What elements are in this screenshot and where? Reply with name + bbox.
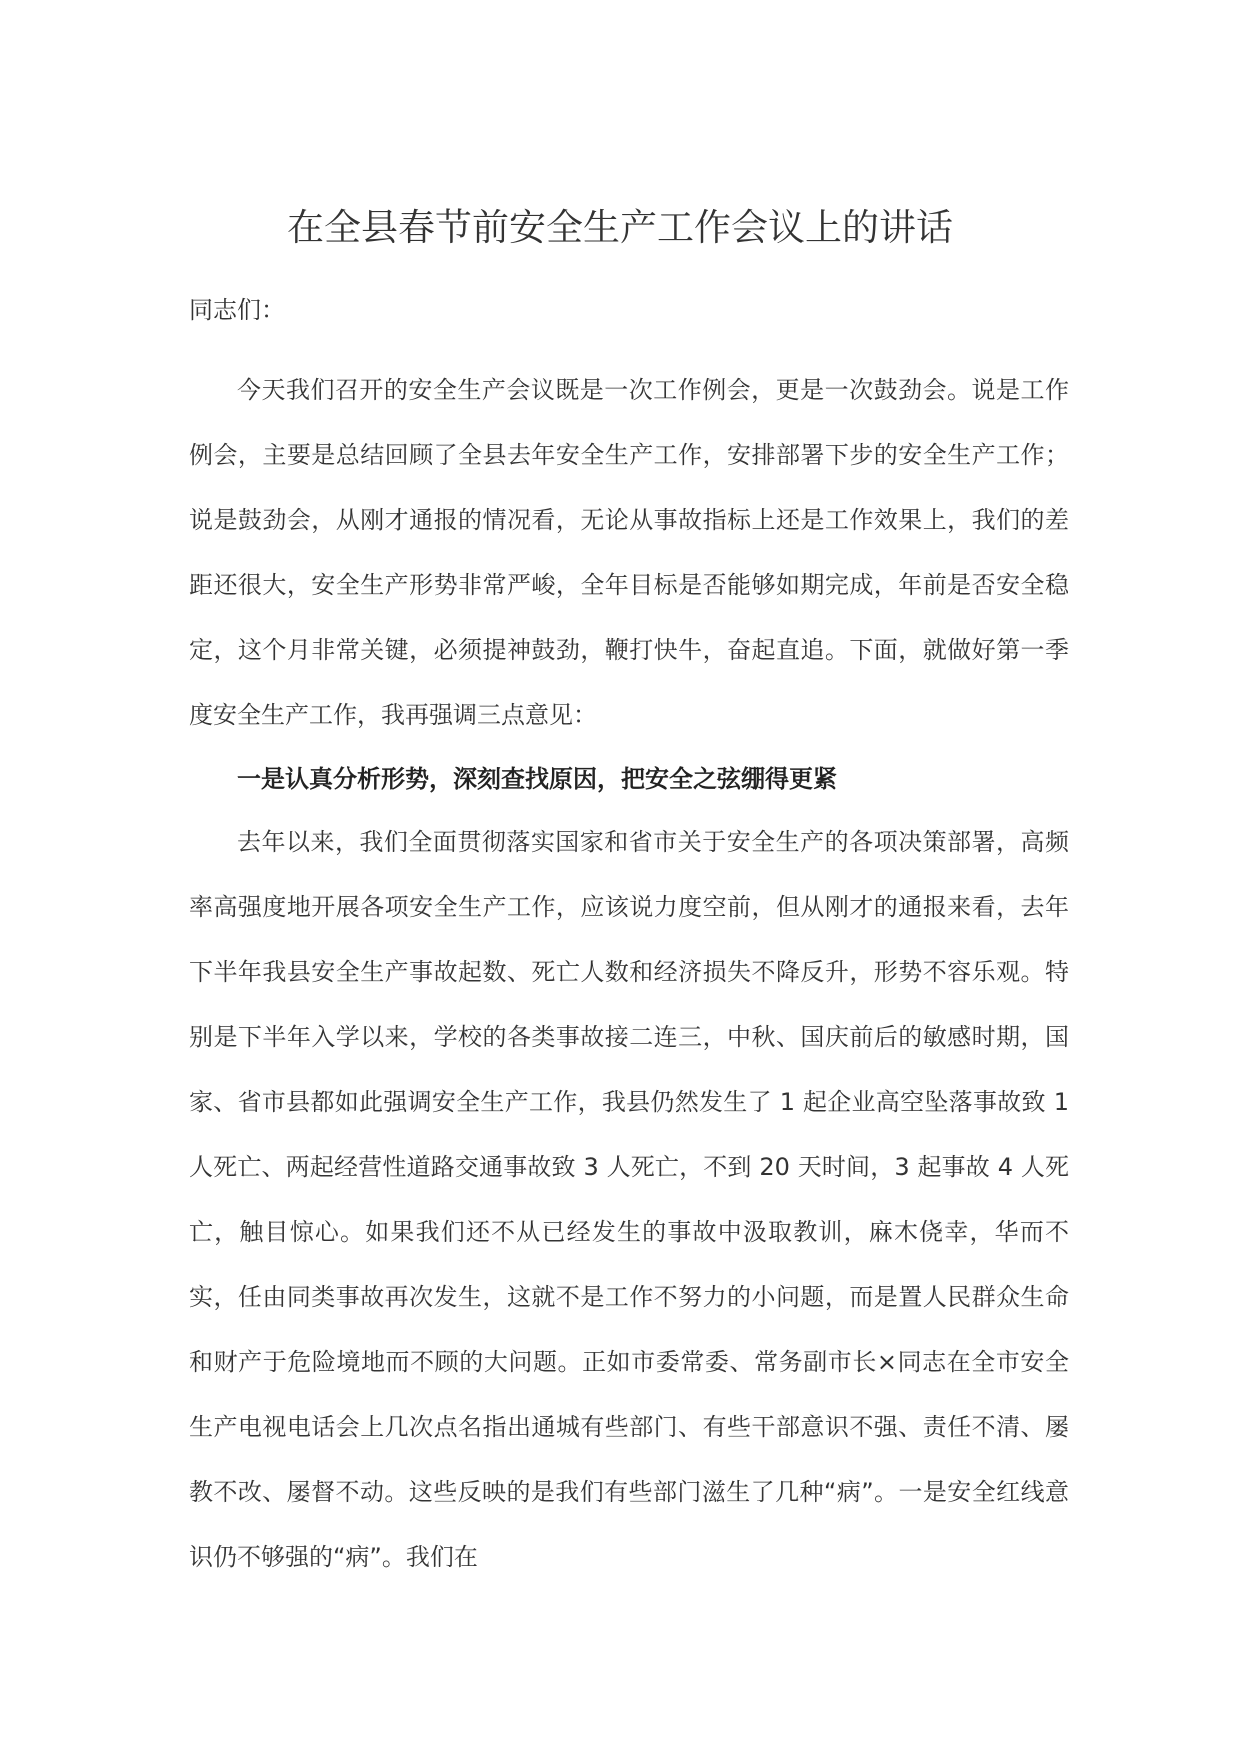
salutation: 同志们： xyxy=(189,296,285,324)
paragraph-intro: 今天我们召开的安全生产会议既是一次工作例会，更是一次鼓劲会。说是工作例会，主要是总结回顾了全县去年安全生产工作，安排部署下步的安全生产工作；说是鼓劲会，从刚才通报的情况看，无论从事故指标上还是工作效果上，我们的差距还很大，安全生产形势非常严峻，全年目标是否能够如期完成，年前是否安全稳定，这个月非常关键，必须提神鼓劲，鞭打快牛，奋起直追。下面，就做好第一季度安全生产工作，我再强调三点意见： xyxy=(189,376,1069,729)
document-title: 在全县春节前安全生产工作会议上的讲话 xyxy=(287,206,953,249)
section-heading: 一是认真分析形势，深刻查找原因，把安全之弦绷得更紧 xyxy=(237,765,837,793)
document-body xyxy=(189,292,1069,1590)
paragraph-analysis: 去年以来，我们全面贯彻落实国家和省市关于安全生产的各项决策部署，高频率高强度地开展各项安全生产工作，应该说力度空前，但从刚才的通报来看，去年下半年我县安全生产事故起数、死亡人数和经济损失不降反升，形势不容乐观。特别是下半年入学以来，学校的各类事故接二连三，中秋、国庆前后的敏感时期，国家、省市县都如此强调安全生产工作，我县仍然发生了 1 起企业高空坠落事故致 1 人死亡、两起经营性道路交通事故致 3 人死亡，不到 20 天时间，3 起事故 4 人死亡，触目惊心。如果我们还不从已经发生的事故中汲取教训，麻木侥幸，华而不实，任由同类事故再次发生，这就不是工作不努力的小问题，而是置人民群众生命和财产于危险境地而不顾的大问题。正如市委常委、常务副市长×同志在全市安全生产电视电话会上几次点名指出通城有些部门、有些干部意识不强、责任不清、屡教不改、屡督不动。这些反映的是我们有些部门滋生了几种“病”。一是安全红线意识仍不够强的“病”。我们在 xyxy=(189,828,1069,1571)
